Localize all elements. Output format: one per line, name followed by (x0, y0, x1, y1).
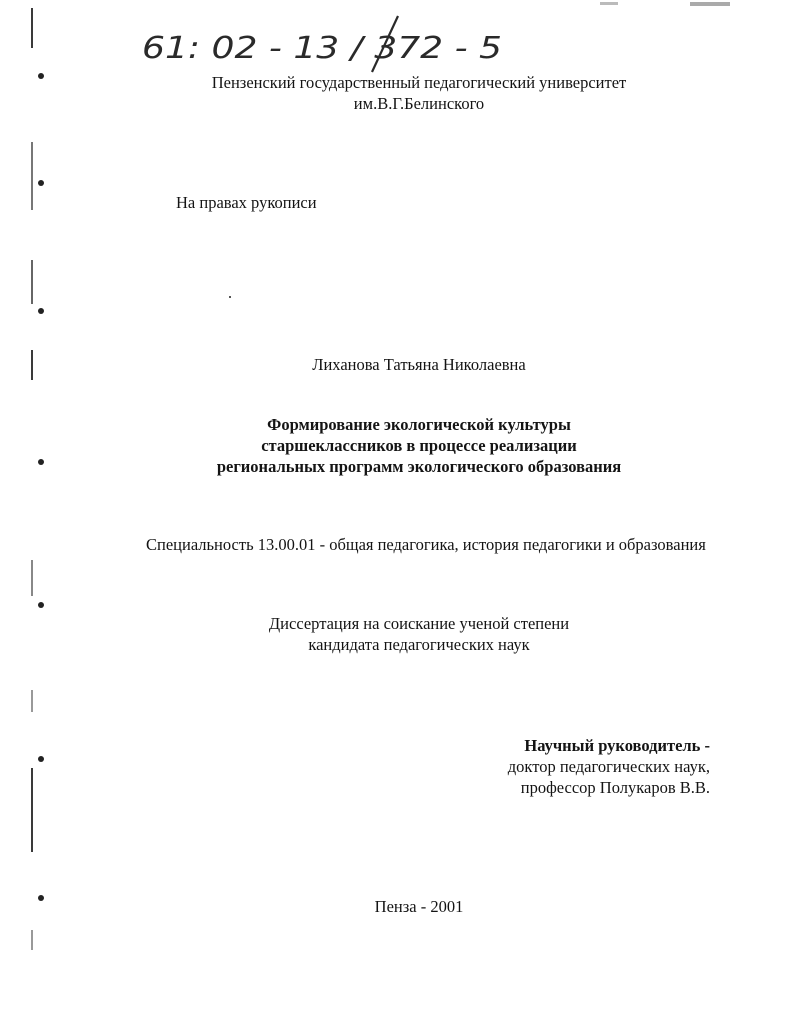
scan-edge-line (31, 260, 33, 304)
scan-edge-line (31, 8, 33, 48)
rights-note: На правах рукописи (176, 193, 317, 212)
scan-speck (690, 2, 730, 6)
supervisor-name: профессор Полукаров В.В. (520, 778, 710, 797)
archive-number-text: 61: 02 - 13 / 372 - 5 (142, 31, 502, 66)
handwritten-archive-number (140, 14, 540, 74)
supervisor-heading: Научный руководитель - (524, 736, 710, 755)
dissertation-title-line-2: старшеклассников в процессе реализации (261, 436, 577, 455)
punch-hole-dot (38, 756, 44, 762)
handwritten-archive-number-drawing (140, 14, 540, 74)
punch-hole-dot (38, 602, 44, 608)
scan-edge-line (31, 690, 33, 712)
dissertation-title-line-3: региональных программ экологического образования (216, 457, 622, 476)
scan-edge-line (31, 930, 33, 950)
place-year: Пенза - 2001 (374, 897, 464, 916)
scan-speck (600, 2, 618, 5)
supervisor-degree: доктор педагогических наук, (507, 757, 710, 776)
scan-speck (229, 296, 231, 298)
punch-hole-dot (38, 308, 44, 314)
specialty-line: Специальность 13.00.01 - общая педагогика, история педагогики и образования (146, 535, 706, 554)
university-name: Пензенский государственный педагогический университет (211, 73, 627, 92)
dissertation-title-line-1: Формирование экологической культуры (267, 415, 571, 434)
scan-edge-line (31, 768, 33, 852)
scan-edge-line (31, 560, 33, 596)
author-name: Лиханова Татьяна Николаевна (312, 355, 526, 374)
degree-line-2: кандидата педагогических наук (308, 635, 530, 654)
punch-hole-dot (38, 180, 44, 186)
scan-edge-line (31, 142, 33, 210)
degree-line-1: Диссертация на соискание ученой степени (268, 614, 570, 633)
university-dedication: им.В.Г.Белинского (353, 94, 485, 113)
